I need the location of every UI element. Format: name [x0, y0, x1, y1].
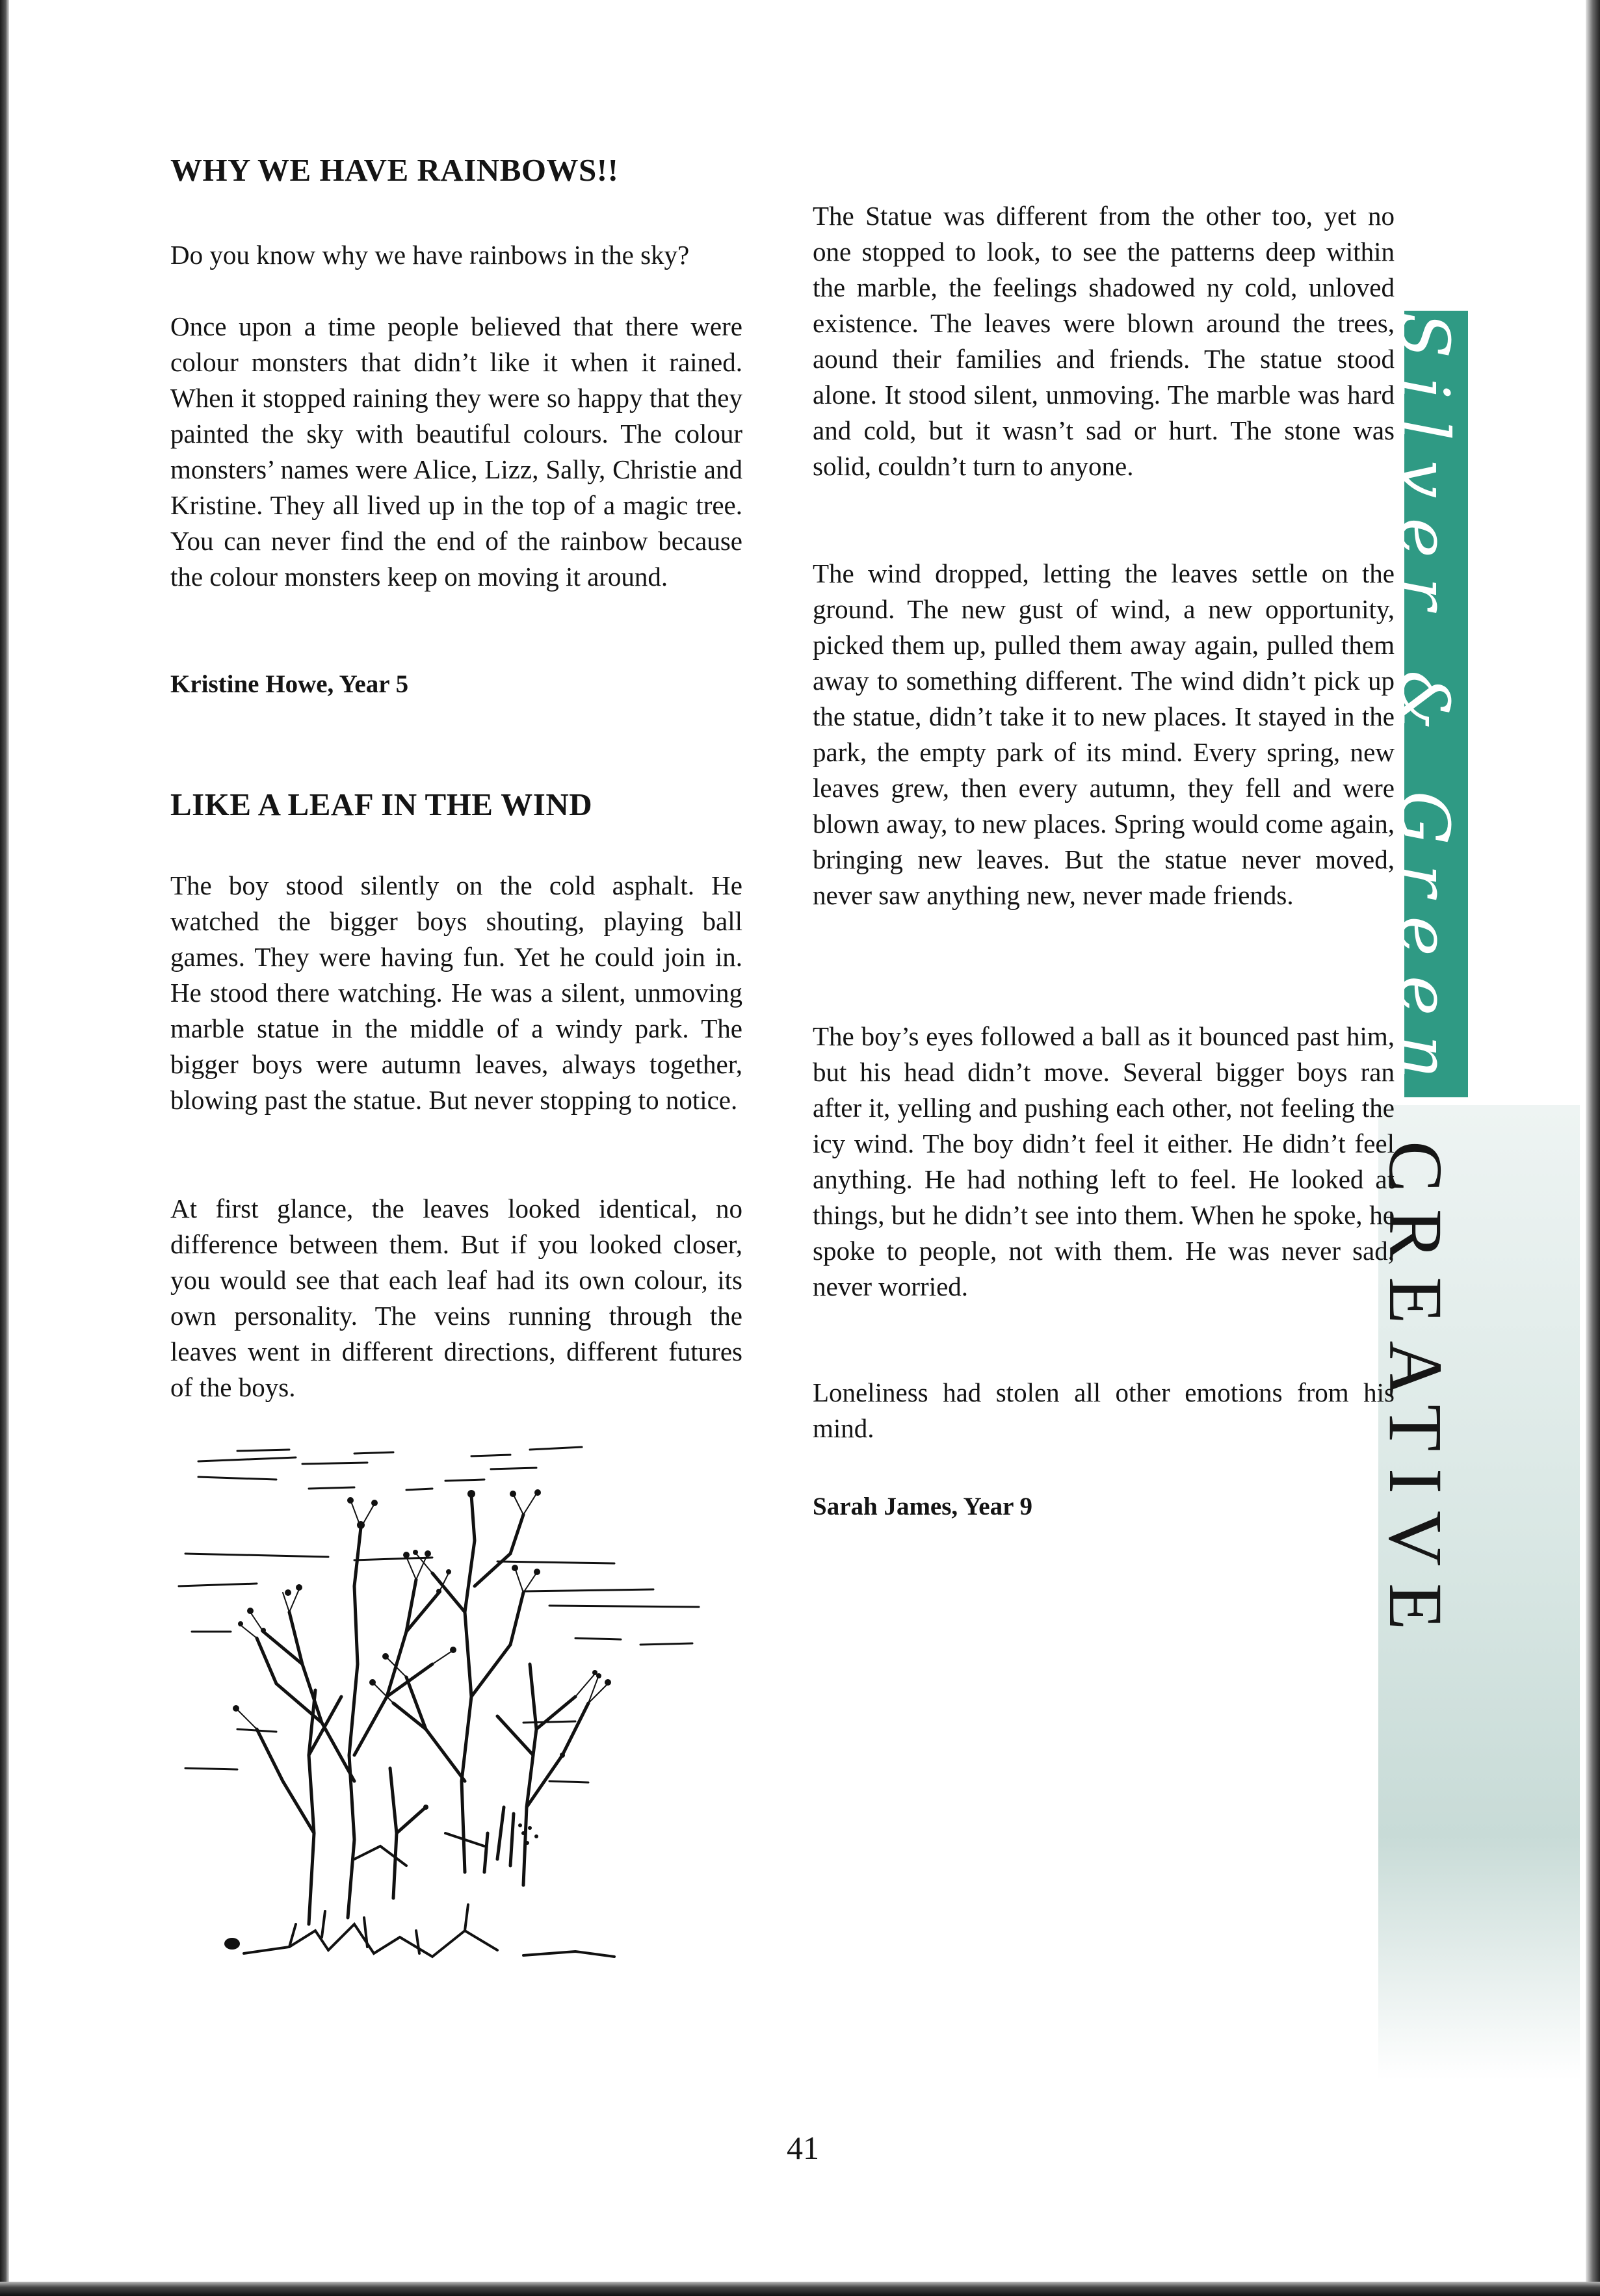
paragraph: The boy stood silently on the cold asphalt. He watched the bigger boys shouting, playing ball games. They were having fun. Yet he could join in. He stood there watching. He was a silent, unmoving marble statue in the middle of a windy park. The bigger boys were autumn leaves, always together, blowing past the statue. But never stopping to notice. — [170, 870, 742, 1115]
story-title-leaf: LIKE A LEAF IN THE WIND — [170, 787, 593, 822]
tree-illustration — [159, 1417, 744, 2002]
scan-edge-bottom — [0, 2282, 1600, 2296]
paragraph: Once upon a time people believed that there were colour monsters that didn’t like it when it rained. When it stopped raining they were so happy that they painted the sky with beautiful colours. The colour monsters’ names were Alice, Lizz, Sally, Christie and Kristine. They all lived up in the top of a magic tree. You can never find the end of the rainbow because the colour monsters keep on moving it around. — [170, 311, 742, 592]
story-title-rainbows: WHY WE HAVE RAINBOWS!! — [170, 152, 619, 188]
byline: Sarah James, Year 9 — [813, 1493, 1032, 1520]
paragraph: The wind dropped, letting the leaves settle on the ground. The new gust of wind, a new opportunity, picked them up, pulled them away again, pulled them away to something different. The wind didn’t pick up the statue, didn’t take it to new places. It stayed in the park, the empty park of its mind. Every spring, new leaves grew, then every autumn, they fell and were blown away, to new places. Spring would come again, bringing new leaves. But the statue never moved, never saw anything new, never made friends. — [813, 558, 1395, 910]
paragraph: The boy’s eyes followed a ball as it bounced past him, but his head didn’t move. Several bigger boys ran after it, yelling and pushing each other, not feeling the icy wind. The boy didn’t feel it either. He didn’t feel anything. He had nothing left to feel. He looked at things, but he didn’t see into them. When he spoke, he spoke to people, not with them. He was never sad, never worried. — [813, 1021, 1395, 1301]
category-label: CREATIVE — [1373, 1141, 1458, 1647]
scan-edge-right — [1586, 0, 1600, 2296]
scan-edge-left — [0, 0, 9, 2296]
page-number: 41 — [787, 2130, 819, 2166]
paragraph: At first glance, the leaves looked identical, no difference between them. But if you looked closer, you would see that each leaf had its own colour, its own personality. The veins running through the leaves went in different directions, different futures of the boys. — [170, 1194, 742, 1402]
paragraph: The Statue was different from the other too, yet no one stopped to look, to see the patterns deep within the marble, the feelings shadowed ny cold, unloved existence. The leaves were blown around the trees, aound their families and friends. The statue stood alone. It stood silent, unmoving. The marble was hard and cold, but it wasn’t sad or hurt. The stone was solid, couldn’t turn to anyone. — [813, 201, 1395, 481]
byline: Kristine Howe, Year 5 — [170, 670, 409, 698]
section-label: Silver & Green — [1385, 312, 1464, 1099]
paragraph: Do you know why we have rainbows in the sky? — [170, 240, 690, 270]
paragraph: Loneliness had stolen all other emotions from his mind. — [813, 1377, 1395, 1443]
